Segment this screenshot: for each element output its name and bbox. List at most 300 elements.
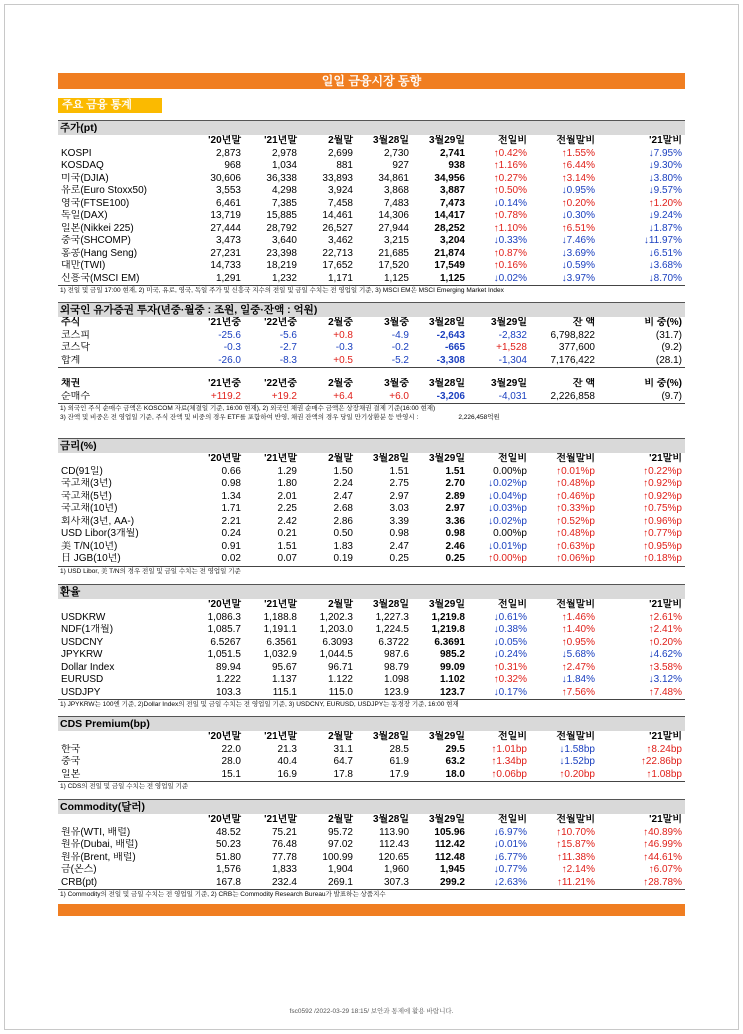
column-header: '21년말 <box>264 599 297 610</box>
table-cell: EURUSD <box>61 674 104 685</box>
foreign-note-2-text: 3) 잔액 및 비중은 전 영업일 기준, 주식 잔액 및 비중의 경우 ETF를 포함하여 반영, 채권 잔액의 경우 당일 만기상환분 등 반영시 : <box>60 414 419 421</box>
table-cell: ↓7.95% <box>648 147 682 159</box>
table-cell: 6,461 <box>215 197 241 209</box>
table-cell: ↑1.20% <box>648 197 682 209</box>
column-header: '21말비 <box>649 453 682 464</box>
cds-note: 1) CDS의 전일 및 금일 수치는 전 영업일 기준 <box>60 783 189 790</box>
column-header <box>58 731 188 744</box>
column-header: 3월29일 <box>428 453 465 464</box>
table-cell: 한국 <box>61 743 81 755</box>
table-cell: 회사채(3년, AA-) <box>61 515 135 527</box>
table-cell: 31.1 <box>333 743 353 755</box>
column-header: '20년말 <box>208 453 241 464</box>
foreign-stock-table <box>58 317 685 368</box>
stocks-header: 주가(pt) <box>58 120 685 135</box>
table-cell: 2,873 <box>215 147 241 159</box>
table-cell: -665 <box>444 342 465 353</box>
table-cell: 1.098 <box>383 674 409 685</box>
table-cell: 2,226,858 <box>530 391 598 404</box>
table-cell: ↑0.46%p <box>556 490 595 502</box>
table-cell: 98.79 <box>383 661 409 673</box>
table-cell: ↑3.58% <box>648 661 682 673</box>
table-cell: ↑0.42% <box>493 147 527 159</box>
table-cell: ↑0.00%p <box>468 553 530 566</box>
column-header: 3월29일 <box>428 135 465 146</box>
table-cell: 112.48 <box>434 851 465 863</box>
table-cell: ↓0.24% <box>493 649 527 660</box>
table-cell: 원유(Brent, 배럴) <box>61 851 136 863</box>
table-cell: 167.8 <box>188 877 244 890</box>
column-header: '21말비 <box>649 731 682 742</box>
table-row <box>58 756 685 769</box>
stocks-section <box>58 120 685 295</box>
table-cell: 113.90 <box>379 826 409 838</box>
fx-table <box>58 599 685 700</box>
column-header: 2월중 <box>328 317 353 328</box>
table-cell: 881 <box>336 160 353 171</box>
table-cell: ↓1.58bp <box>559 743 595 755</box>
column-header: 채권 <box>61 378 81 389</box>
table-cell: 377,600 <box>558 342 595 353</box>
table-cell: ↑2.41% <box>648 624 682 635</box>
table-cell: CD(91일) <box>61 465 103 477</box>
table-cell: 1,044.5 <box>319 649 353 660</box>
table-cell: KOSDAQ <box>61 160 104 171</box>
table-cell: ↓0.04%p <box>488 490 527 502</box>
table-cell: ↑0.22%p <box>643 465 682 477</box>
table-cell: 4,298 <box>271 185 297 196</box>
table-cell: 2.01 <box>277 490 297 502</box>
table-cell: 123.7 <box>412 687 468 700</box>
column-header: '20년말 <box>208 599 241 610</box>
table-cell: ↓3.97% <box>530 273 598 286</box>
table-cell: -8.3 <box>244 355 300 368</box>
table-row <box>58 839 685 852</box>
table-cell: -3,308 <box>412 355 468 368</box>
table-cell: ↑0.92%p <box>643 478 682 489</box>
table-cell: 7,458 <box>327 197 353 209</box>
column-header: '22년중 <box>264 317 297 328</box>
table-cell: 99.09 <box>439 661 465 673</box>
cds-header: CDS Premium(bp) <box>58 716 685 731</box>
table-cell: 123.9 <box>356 687 412 700</box>
table-cell: 3,204 <box>439 235 465 246</box>
table-cell: ↑0.20% <box>561 197 595 209</box>
column-header: '20년말 <box>208 135 241 146</box>
table-cell: ↑11.21% <box>530 877 598 890</box>
table-cell: ↓6.97% <box>493 826 527 838</box>
table-cell: 48.52 <box>215 826 241 838</box>
table-cell: 日 JGB(10년) <box>58 553 188 566</box>
table-cell: 14,306 <box>378 210 409 221</box>
table-row <box>58 391 685 404</box>
table-cell: 985.2 <box>439 649 465 660</box>
table-cell: ↓0.02%p <box>488 515 527 527</box>
table-cell: -0.3 <box>223 342 241 353</box>
table-cell: 합계 <box>58 355 188 368</box>
table-row <box>58 649 685 662</box>
table-cell: 0.07 <box>244 553 300 566</box>
fx-header: 환율 <box>58 584 685 599</box>
table-cell: 23,398 <box>266 247 297 259</box>
column-header: 전월말비 <box>556 135 595 146</box>
table-row <box>58 503 685 516</box>
column-header: 3월28일 <box>372 814 409 825</box>
column-header: 3월29일 <box>428 731 465 742</box>
table-cell: 7,473 <box>439 197 465 209</box>
table-cell: +6.0 <box>356 391 412 404</box>
table-cell: (9.7) <box>598 391 685 404</box>
table-cell: 21,874 <box>434 247 465 259</box>
table-cell: 7,385 <box>271 197 297 209</box>
column-header: 비 중(%) <box>644 378 682 389</box>
table-cell: 1,188.8 <box>263 611 297 623</box>
fx-section <box>58 584 685 709</box>
table-cell: CRB(pt) <box>58 877 188 890</box>
column-header <box>58 453 188 466</box>
table-cell: -2.7 <box>279 342 297 353</box>
table-cell: ↑1.08bp <box>598 769 685 782</box>
table-cell: 1,202.3 <box>319 611 353 623</box>
table-cell: ↑1.46% <box>561 611 595 623</box>
column-header: 전일비 <box>498 599 527 610</box>
table-cell: 3.36 <box>445 515 465 527</box>
table-cell: 28.5 <box>389 743 409 755</box>
column-header: '21년말 <box>264 731 297 742</box>
table-cell: ↓8.70% <box>598 273 685 286</box>
table-cell: 2.97 <box>389 490 409 502</box>
table-cell: 307.3 <box>356 877 412 890</box>
column-header: 잔 액 <box>572 378 595 389</box>
table-cell: -5.6 <box>279 329 297 341</box>
table-cell: 95.67 <box>271 661 297 673</box>
table-cell: 103.3 <box>188 687 244 700</box>
table-cell: 927 <box>392 160 409 171</box>
table-row <box>58 864 685 877</box>
column-header: 2월말 <box>328 599 353 610</box>
table-cell: ↑0.63%p <box>556 540 595 552</box>
table-cell: ↑0.33%p <box>556 503 595 514</box>
table-cell: 1,125 <box>356 273 412 286</box>
table-cell: ↑1.55% <box>561 147 595 159</box>
column-header: 3월28일 <box>372 135 409 146</box>
table-cell: 0.00%p <box>493 465 527 477</box>
column-header: 3월28일 <box>372 731 409 742</box>
table-cell: 0.25 <box>412 553 468 566</box>
table-cell: ↓1.87% <box>648 222 682 234</box>
table-cell: 순매수 <box>58 391 188 404</box>
table-cell: 1,904 <box>327 864 353 875</box>
table-cell: 97.02 <box>327 839 353 850</box>
table-cell: ↓0.05% <box>493 636 527 648</box>
table-cell: ↓5.68% <box>561 649 595 660</box>
table-cell: 112.42 <box>434 839 465 850</box>
table-cell: 2.86 <box>333 515 353 527</box>
table-row <box>58 466 685 479</box>
table-cell: 1,125 <box>412 273 468 286</box>
column-header: '21년말 <box>264 453 297 464</box>
table-cell: ↑6.51% <box>561 222 595 234</box>
table-cell: -2,832 <box>498 329 527 341</box>
column-header: 주식 <box>61 317 81 328</box>
page-title: 일일 금융시장 동향 <box>58 73 685 89</box>
table-cell: 3,553 <box>215 185 241 196</box>
table-cell: ↑0.95% <box>561 636 595 648</box>
table-cell: 30,606 <box>210 172 241 184</box>
table-cell: 0.98 <box>389 528 409 539</box>
header-row <box>58 378 685 391</box>
table-cell: ↑0.77%p <box>643 528 682 539</box>
table-cell: ↓0.95% <box>561 185 595 196</box>
table-cell: ↑0.32% <box>493 674 527 685</box>
table-cell: 1.34 <box>221 490 241 502</box>
table-cell: USDJPY <box>58 687 188 700</box>
table-cell: Dollar Index <box>61 661 115 673</box>
table-cell: 1,034 <box>271 160 297 171</box>
table-cell: (9.2) <box>661 342 682 353</box>
table-cell: ↑0.78% <box>493 210 527 221</box>
table-cell: 29.5 <box>445 743 465 755</box>
table-cell: ↓7.46% <box>561 235 595 246</box>
table-cell: +0.5 <box>300 355 356 368</box>
commodity-header: Commodity(달러) <box>58 799 685 814</box>
table-cell: 1,203.0 <box>319 624 353 635</box>
column-header: '20년말 <box>208 731 241 742</box>
column-header: '20년말 <box>208 814 241 825</box>
page-footer: fsc0592 /2022-03-29 18:15/ 보안과 통제에 활용 바랍니다. <box>289 1008 454 1015</box>
table-cell: 1.51 <box>445 465 465 477</box>
table-cell: 1,227.3 <box>375 611 409 623</box>
table-cell: ↑0.31% <box>493 661 527 673</box>
cds-section <box>58 716 685 791</box>
table-cell: 2.89 <box>445 490 465 502</box>
table-cell: ↑0.96%p <box>643 515 682 527</box>
table-cell: ↑6.44% <box>561 160 595 171</box>
table-cell: 6.3722 <box>378 636 409 648</box>
table-cell: 14,461 <box>322 210 353 221</box>
table-cell: ↓3.68% <box>648 260 682 271</box>
table-cell: 1,291 <box>188 273 244 286</box>
table-cell: 코스닥 <box>61 342 90 353</box>
table-cell: 1,219.8 <box>431 624 465 635</box>
column-header: 2월말 <box>328 731 353 742</box>
table-cell: 269.1 <box>300 877 356 890</box>
table-cell: 6,798,822 <box>550 329 595 341</box>
table-cell: +1,528 <box>496 342 527 353</box>
table-cell: 95.72 <box>327 826 353 838</box>
column-header: '21년중 <box>208 378 241 389</box>
table-cell: 77.78 <box>271 851 297 863</box>
table-cell: ↑0.16% <box>493 260 527 271</box>
column-header: 3월29일 <box>490 317 527 328</box>
table-cell: ↑0.20bp <box>530 769 598 782</box>
table-cell: 105.96 <box>434 826 465 838</box>
table-row <box>58 637 685 650</box>
table-cell: 0.21 <box>277 528 297 539</box>
table-row <box>58 273 685 286</box>
table-cell: 3,887 <box>439 185 465 196</box>
table-cell: USDCNY <box>61 636 104 648</box>
table-cell: 국고채(5년) <box>61 490 112 502</box>
table-cell: 0.66 <box>221 465 241 477</box>
table-cell: 1.51 <box>277 540 297 552</box>
table-cell: 0.91 <box>221 540 241 552</box>
table-cell: 16.9 <box>244 769 300 782</box>
table-cell: ↑0.06bp <box>468 769 530 782</box>
table-row <box>58 612 685 625</box>
table-cell: ↓3.80% <box>648 172 682 184</box>
table-cell: 신흥국(MSCI EM) <box>58 273 188 286</box>
table-cell: ↓0.14% <box>493 197 527 209</box>
table-row <box>58 173 685 186</box>
table-row <box>58 148 685 161</box>
table-cell: ↓3.69% <box>561 247 595 259</box>
table-cell: 40.4 <box>277 756 297 767</box>
column-header <box>58 599 188 612</box>
table-cell: 232.4 <box>244 877 300 890</box>
table-cell: ↑0.06%p <box>530 553 598 566</box>
table-row <box>58 260 685 273</box>
table-cell: ↓0.01% <box>493 839 527 850</box>
table-cell: 금(온스) <box>61 864 97 875</box>
table-cell: 115.0 <box>300 687 356 700</box>
table-row <box>58 553 685 566</box>
table-cell: 6.5267 <box>210 636 241 648</box>
table-cell: 7,483 <box>383 197 409 209</box>
table-row <box>58 491 685 504</box>
header-row <box>58 317 685 330</box>
table-row <box>58 827 685 840</box>
column-header <box>58 814 188 827</box>
table-cell: 1,086.3 <box>207 611 241 623</box>
table-cell: ↓9.57% <box>648 185 682 196</box>
table-cell: ↑0.50% <box>493 185 527 196</box>
table-cell: 61.9 <box>389 756 409 767</box>
table-cell: -4,031 <box>468 391 530 404</box>
table-cell: -0.3 <box>335 342 353 353</box>
column-header: 2월말 <box>328 814 353 825</box>
table-row <box>58 355 685 368</box>
table-cell: ↑7.48% <box>598 687 685 700</box>
table-cell: -4.9 <box>391 329 409 341</box>
table-cell: 2.25 <box>277 503 297 514</box>
table-cell: 0.25 <box>356 553 412 566</box>
table-cell: 34,861 <box>378 172 409 184</box>
table-row <box>58 662 685 675</box>
column-header: 전월말비 <box>556 814 595 825</box>
column-header: 비 중(%) <box>644 317 682 328</box>
table-cell: ↓9.30% <box>648 160 682 171</box>
table-cell: 1,171 <box>300 273 356 286</box>
table-row <box>58 223 685 236</box>
table-cell: 1,960 <box>383 864 409 875</box>
table-cell: ↓9.24% <box>648 210 682 221</box>
column-header: 2월말 <box>328 453 353 464</box>
column-header: 전월말비 <box>556 453 595 464</box>
table-cell: 2,730 <box>383 147 409 159</box>
table-cell: ↑0.48%p <box>556 478 595 489</box>
table-cell: 일본 <box>58 769 188 782</box>
rates-header: 금리(%) <box>58 438 685 453</box>
table-cell: 28,792 <box>266 222 297 234</box>
table-cell: ↑2.14% <box>561 864 595 875</box>
table-row <box>58 541 685 554</box>
column-header: '21년말 <box>264 135 297 146</box>
table-cell: 17.8 <box>300 769 356 782</box>
table-cell: NDF(1개월) <box>61 624 114 635</box>
table-cell: 1.50 <box>333 465 353 477</box>
table-cell: 14,417 <box>434 210 465 221</box>
rates-note: 1) USD Libor, 美 T/N의 경우 전일 및 금일 수치는 전 영업일 기준 <box>60 567 241 575</box>
table-cell: 2.70 <box>445 478 465 489</box>
table-cell: 96.71 <box>327 661 353 673</box>
table-cell: 18.0 <box>412 769 468 782</box>
table-cell: 17,520 <box>378 260 409 271</box>
table-cell: 국고채(10년) <box>61 503 118 514</box>
rates-table <box>58 453 685 567</box>
table-cell: 36,338 <box>266 172 297 184</box>
table-cell: 1,224.5 <box>375 624 409 635</box>
table-cell: 17,652 <box>322 260 353 271</box>
cds-table <box>58 731 685 782</box>
table-cell: ↑11.38% <box>556 851 595 863</box>
commodity-table <box>58 814 685 890</box>
column-header: 2월말 <box>328 135 353 146</box>
table-cell: 112.43 <box>379 839 409 850</box>
table-cell: ↓3.12% <box>648 674 682 685</box>
table-cell: ↑2.47% <box>561 661 595 673</box>
table-cell: ↓0.61% <box>493 611 527 623</box>
column-header: 3월중 <box>384 378 409 389</box>
table-cell: ↑0.87% <box>493 247 527 259</box>
subtitle-badge: 주요 금융 통계 <box>58 98 162 113</box>
table-cell: 1,085.7 <box>207 624 241 635</box>
table-cell: (28.1) <box>598 355 685 368</box>
table-cell: ↓0.01%p <box>488 540 527 552</box>
table-cell: 유로(Euro Stoxx50) <box>61 185 148 196</box>
table-cell: 3,924 <box>327 185 353 196</box>
table-cell: ↑3.14% <box>561 172 595 184</box>
foreign-note-2-value: 2,226,458억원 <box>458 414 500 421</box>
table-cell: 33,893 <box>322 172 353 184</box>
table-cell: ↑10.70% <box>556 826 595 838</box>
table-cell: 1.51 <box>389 465 409 477</box>
table-cell: 1.137 <box>271 674 297 685</box>
column-header: 전일비 <box>498 453 527 464</box>
table-cell: 국고채(3년) <box>61 478 112 489</box>
column-header: 전일비 <box>498 135 527 146</box>
table-cell: ↓6.51% <box>648 247 682 259</box>
table-cell: 원유(WTI, 배럴) <box>61 826 131 838</box>
table-cell: 63.2 <box>445 756 465 767</box>
column-header: '21년중 <box>208 317 241 328</box>
table-cell: ↓4.62% <box>648 649 682 660</box>
table-cell: 22,713 <box>322 247 353 259</box>
foreign-note-2 <box>58 413 685 422</box>
table-cell: 2,699 <box>327 147 353 159</box>
table-cell: 968 <box>224 160 241 171</box>
table-cell: 0.98 <box>445 528 465 539</box>
table-cell: ↓0.59% <box>561 260 595 271</box>
table-cell: ↓0.03%p <box>488 503 527 514</box>
table-cell: 27,231 <box>210 247 241 259</box>
column-header: 3월28일 <box>372 599 409 610</box>
table-row <box>58 330 685 343</box>
column-header: 3월28일 <box>428 317 465 328</box>
table-cell: 美 T/N(10년) <box>61 540 118 552</box>
table-cell: ↑0.27% <box>493 172 527 184</box>
table-cell: 6.3691 <box>434 636 465 648</box>
